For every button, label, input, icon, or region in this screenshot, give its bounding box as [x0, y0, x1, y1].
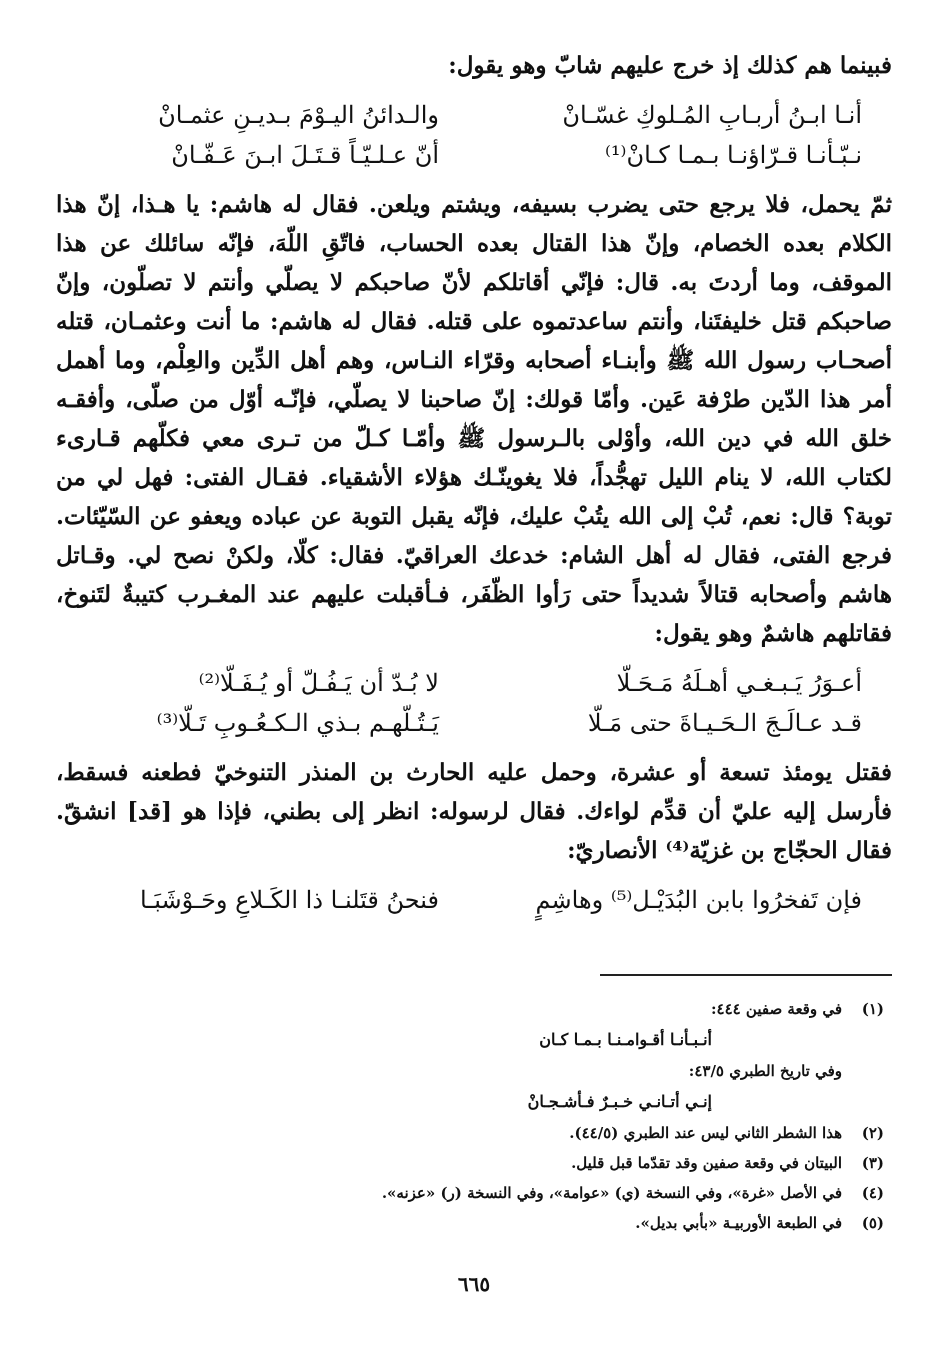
verse-hemistich-first: أعـوَرُ يَـبـغـي أهـلَهُ مَـحَـلّا [616, 669, 862, 697]
verse-block-3 [56, 880, 892, 920]
verse-line [56, 880, 892, 920]
verse-block-1 [56, 95, 892, 175]
footnote-text: هذا الشطر الثاني ليس عند الطبري (٤٤/٥). [569, 1124, 842, 1142]
verse-line [56, 95, 892, 135]
verse-hemistich-first: نـبّـأنـا قـرّاؤنـا بـمـا كـانْ⁽¹⁾ [605, 141, 862, 169]
paragraph-text: فقتل يومئذ تسعة أو عشرة، وحمل عليه الحارث بن المنذر التنوخيّ فطعنه فسقط، فأرسل إليه عليّ أن قدِّم لواءك. فقال لرسوله: انظر إلى بطني، فإذا هو [قد] انشقّ. فقال الحجّاج بن غزيّة⁽⁴⁾ الأنصاريّ: [56, 759, 892, 864]
footnote [56, 1118, 892, 1148]
footnotes [56, 994, 892, 1238]
footnote [56, 1208, 892, 1238]
verse-block-2 [56, 663, 892, 743]
footnote [56, 994, 892, 1024]
footnote-number: (٥) [861, 1214, 884, 1232]
footnote [56, 1178, 892, 1208]
verse-hemistich-second: والـدائنُ اليـوْمَ بـديـنِ عثمـانْ [158, 101, 439, 129]
verse-hemistich-second: لا بُـدّ أن يَـفُـلّ أو يُـفَـلّا⁽²⁾ [198, 669, 439, 697]
footnote-number: (٤) [861, 1184, 884, 1202]
verse-hemistich-first: فإن تَفخرُوا بابن البُدَيْـل⁽⁵⁾ وهاشِمٍ [535, 886, 862, 914]
verse-hemistich-first: قـد عـالَـجَ الـحَـيـاةَ حتى مَـلّا [587, 709, 862, 737]
verse-hemistich-second: أنّ عـلـيّـاً قـتَـلَ ابـنَ عَـفّـانْ [171, 141, 439, 169]
verse-hemistich-second: فنحنُ قتَلنـا ذا الكَـلاعِ وحَـوْشَبَـا [139, 886, 439, 914]
footnote-text: في الطبعة الأوربيـة «بأبي بديل». [635, 1214, 842, 1232]
footnote-verse: إنـي أتـانـي خـبـرٌ فـأشـجـانْ [527, 1092, 712, 1111]
verse-line [56, 663, 892, 703]
footnote [56, 1148, 892, 1178]
verse-hemistich-second: يَـتُـلّهـم بـذي الـكـعُـوبِ تَـلّا⁽³⁾ [156, 709, 439, 737]
footnote-subline: وفي تاريخ الطبري ٤٣/٥: [688, 1062, 842, 1080]
footnote-text: في الأصل «غرة»، وفي النسخة (ي) «عوامة»، وفي النسخة (ر) «عزنه». [381, 1184, 842, 1202]
paragraph-text: ثمّ يحمل، فلا يرجع حتى يضرب بسيفه، ويشتم ويلعن. فقال له هاشم: يا هـذا، إنّ هذا الكلام بعده الخصام، وإنّ هذا القتال بعده الحساب، فاتّقِ اللّهَ، فإنّه سائلك عن هذا الموقف، وما أردتَ به. قال: فإنّي أقاتلكم لأنّ صاحبكم لا يصلّي وأنتم لا تصلّون، وإنّ صاحبكم قتل خليفتَنا، وأنتم ساعدتموه على قتله. فقال له هاشم: ما أنت وعثمـان، قتله أصحـاب رسول الله ﷺ وأبنـاء أصحابه وقرّاء النـاس، وهم أهل الدِّين والعِلْم، وما أهمل أمر هذا الدّين طرْفة عَين. وأمّا قولك: إنّ صاحبنا لا يصلّي، فإنّـه أوّل من صلّى، وأفقـه خلق الله في دين الله، وأوْلى بالـرسول ﷺ وأمّـا كـلّ من تـرى معي فكلّهم قـارىء لكتاب الله، لا ينام الليل تهجُّداً، فلا يغوينّـك هؤلاء الأشقياء. فقـال الفتى: فهل لي من توبة؟ قال: نعم، تُبْ إلى الله يتُبْ عليك، فإنّه يقبل التوبة عن عباده ويعفو عن السّيّئات. فرجع الفتى، فقال له أهل الشام: خدعك العراقيّ. فقال: كلّا، ولكنْ نصح لي. وقـاتل هاشم وأصحابه قتالاً شديداً حتى رَأوا الظّفَر، فـأقبلت عليهم عند المغـرب كتيبةٌ لتَنوخ، فقاتلهم هاشمٌ وهو يقول: [56, 191, 892, 647]
footnote-divider [600, 974, 892, 976]
verse-hemistich-first: أنـا ابـنُ أربـابِ المُـلوكِ غسّـانْ [562, 101, 862, 129]
footnote-verse: أنـبـأنـا أقـوامـنـا بـمـا كـان [539, 1030, 712, 1049]
footnote-number: (٢) [861, 1124, 884, 1142]
footnote-number: (١) [861, 1000, 884, 1018]
page-number: ٦٦٥ [457, 1272, 491, 1296]
footnote-number: (٣) [861, 1154, 884, 1172]
verse-line [56, 703, 892, 743]
intro-line: فبينما هم كذلك إذ خرج عليهم شابّ وهو يقول: [448, 52, 892, 79]
footnote-text: البيتان في وقعة صفين وقد تقدّما قبل قليل. [571, 1154, 842, 1172]
paragraph-1 [56, 185, 892, 653]
paragraph-2 [56, 753, 892, 870]
footnote-text: في وقعة صفين ٤٤٤: [710, 1000, 842, 1018]
verse-line [56, 135, 892, 175]
